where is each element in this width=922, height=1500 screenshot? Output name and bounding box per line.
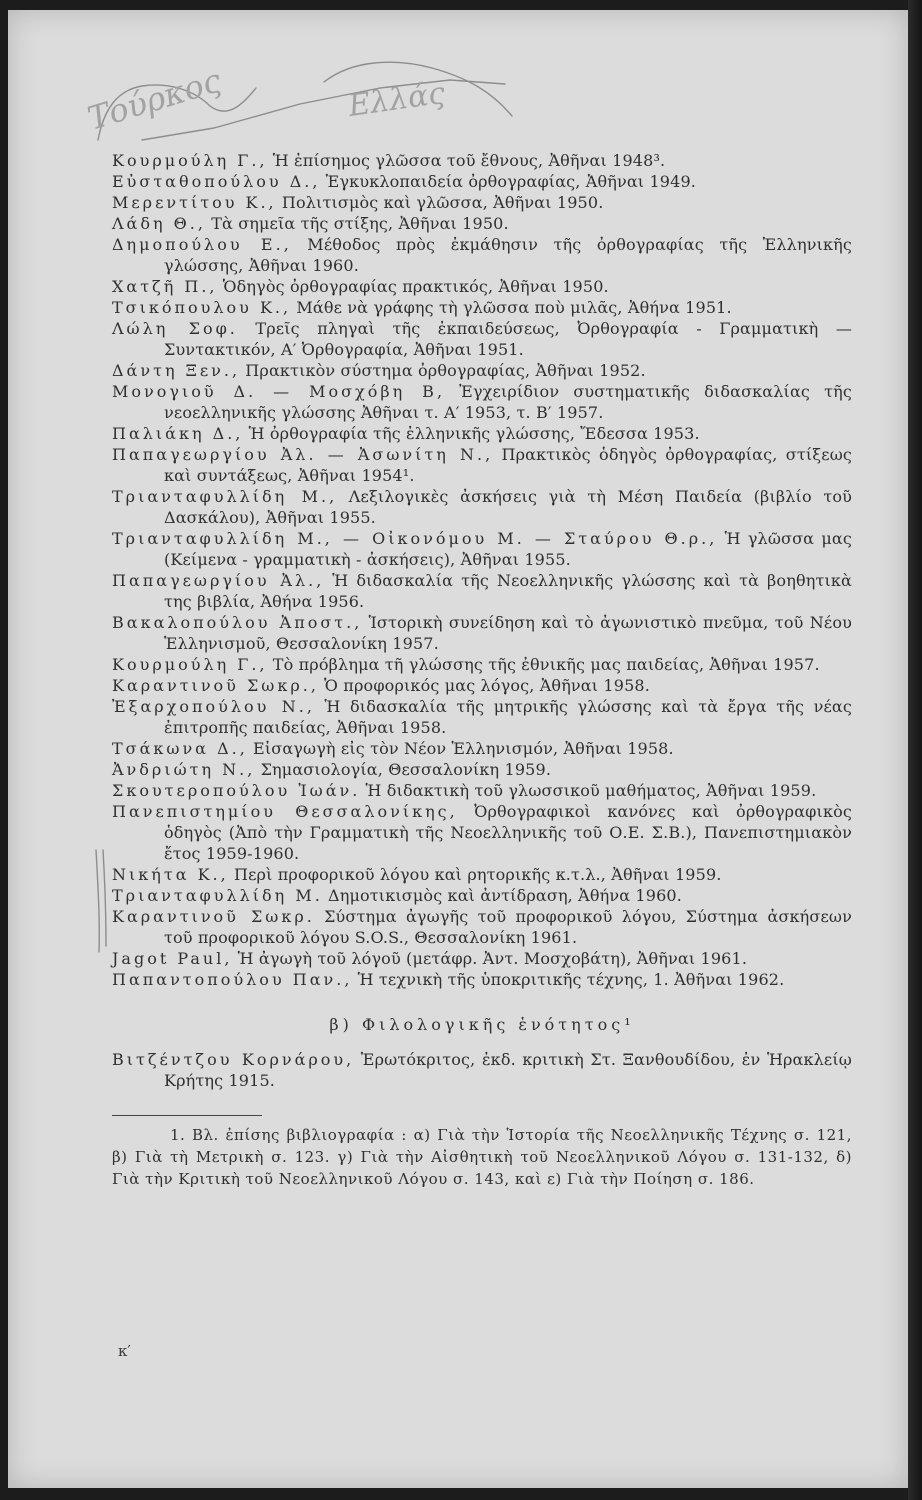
bibliography-entry (112, 570, 852, 612)
bibliography-entry (112, 675, 852, 696)
bibliography-entry (112, 654, 852, 675)
entry-text: Τὰ σημεῖα τῆς στίξης, Ἀθῆναι 1950. (205, 214, 509, 233)
bibliography-entry (112, 801, 852, 864)
bibliography-entry (112, 381, 852, 423)
scan-edge-shadow (908, 0, 922, 1500)
entry-author: Μερεντίτου Κ., (112, 193, 277, 212)
bibliography-entry (112, 486, 852, 528)
entry-text: Περὶ προφορικοῦ λόγου καὶ ρητορικῆς κ.τ.λ., Ἀθῆναι 1959. (228, 865, 722, 884)
entry-text: Ἐγχειρίδιον συστηματικῆς διδασκαλίας τῆς νεοελληνικῆς γλώσσης Ἀθῆναι τ. Α′ 1953, τ. Β′ 1957. (164, 382, 852, 422)
entry-text: Ἡ διδακτικὴ τοῦ γλωσσικοῦ μαθήματος, Ἀθῆναι 1959. (360, 781, 817, 800)
bibliography-entry (112, 192, 852, 213)
entry-author: Λάδη Θ., (112, 214, 206, 233)
entry-author: Εὐσταθοπούλου Δ., (112, 172, 321, 191)
entry-author: Παπαγεωργίου Ἀλ., (112, 571, 325, 590)
entry-author: Χατζῆ Π., (112, 277, 218, 296)
entry-author: Λώλη Σοφ. (112, 319, 238, 338)
entry-author: Παπαντοπούλου Παν., (112, 970, 353, 989)
entry-author: Νικήτα Κ., (112, 865, 229, 884)
footnote: 1. Βλ. ἐπίσης βιβλιογραφία : α) Γιὰ τὴν Ἱστορία τῆς Νεοελληνικῆς Τέχνης σ. 121, β) Γιὰ τὴ Μετρικὴ σ. 123. γ) Γιὰ τὴν Αἰσθητικὴ τοῦ Νεοελληνικοῦ Λόγου σ. 131-132, δ) Γιὰ τὴν Κριτικὴ τοῦ Νεοελληνικοῦ Λόγου σ. 143, καὶ ε) Γιὰ τὴν Ποίηση σ. 186. (112, 1126, 852, 1188)
entry-text: Ἡ διδασκαλία τῆς μητρικῆς γλώσσης καὶ τὰ ἔργα τῆς νέας ἐπιτροπῆς παιδείας, Ἀθῆναι 1958. (164, 697, 852, 737)
entry-author: Δάντη Ξεν., (112, 361, 241, 380)
entry-text: Μάθε νὰ γράφης τὴ γλῶσσα ποὺ μιλᾶς, Ἀθήνα 1951. (291, 298, 732, 317)
bibliography-entry (112, 213, 852, 234)
entry-author: Jagot Paul, (112, 949, 233, 968)
bibliography-entry (112, 360, 852, 381)
entry-text: Μέθοδος πρὸς ἐκμάθησιν τῆς ὀρθογραφίας τῆς Ἑλληνικῆς γλώσσης, Ἀθῆναι 1960. (164, 235, 852, 275)
bibliography-entry (112, 318, 852, 360)
entry-author: Παλιάκη Δ., (112, 424, 244, 443)
entry-author: Τσάκωνα Δ., (112, 739, 248, 758)
entry-text: Ἡ τεχνικὴ τῆς ὑποκριτικῆς τέχνης, 1. Ἀθῆναι 1962. (352, 970, 785, 989)
bibliography-content (112, 150, 852, 1190)
page-number: κ′ (118, 1342, 131, 1360)
entry-text: Ὁδηγὸς ὀρθογραφίας πρακτικός, Ἀθῆναι 1950. (217, 277, 609, 296)
entry-text: Ἡ διδασκαλία τῆς Νεοελληνικῆς γλώσσης καὶ τὰ βοηθητικὰ της βιβλία, Ἀθήνα 1956. (164, 571, 852, 611)
entry-author: Καραντινοῦ Σωκρ. (112, 907, 315, 926)
entry-text: Τρεῖς πληγαὶ τῆς ἐκπαιδεύσεως, Ὀρθογραφία - Γραμματικὴ — Συντακτικόν, Α′ Ὀρθογραφία, Ἀθῆναι 1951. (164, 319, 852, 359)
bibliography-entry (112, 969, 852, 990)
bibliography-entry (112, 948, 852, 969)
entry-text: Δημοτικισμὸς καὶ ἀντίδραση, Ἀθήνα 1960. (322, 886, 682, 905)
handwriting-right: Ελλάς (346, 75, 448, 124)
entry-author: Βακαλοπούλου Ἀποστ., (112, 613, 363, 632)
bibliography-entry (112, 423, 852, 444)
entry-author: Καραντινοῦ Σωκρ., (112, 676, 319, 695)
entry-text: Εἰσαγωγὴ εἰς τὸν Νέον Ἑλληνισμόν, Ἀθῆναι 1958. (247, 739, 674, 758)
entry-author: Κουρμούλη Γ., (112, 655, 268, 674)
entry-author: Δημοπούλου Ε., (112, 235, 292, 254)
entry-text: Ἡ ἀγωγὴ τοῦ λόγοῦ (μετάφρ. Ἀντ. Μοσχοβάτη), Ἀθῆναι 1961. (232, 949, 748, 968)
bibliography-entry (112, 171, 852, 192)
entry-text: Πρακτικὸς ὁδηγὸς ὀρθογραφίας, στίξεως καὶ συντάξεως, Ἀθῆναι 1954¹. (164, 445, 852, 485)
bibliography-entry (112, 612, 852, 654)
bibliography-entry (112, 780, 852, 801)
entry-text: Πολιτισμὸς καὶ γλῶσσα, Ἀθῆναι 1950. (276, 193, 604, 212)
bibliography-entry (112, 1049, 852, 1091)
entry-text: Ἐρωτόκριτος, ἐκδ. κριτικὴ Στ. Ξανθουδίδου, ἐν Ἡρακλείῳ Κρήτης 1915. (164, 1050, 852, 1090)
entry-text: Πρακτικὸν σύστημα ὀρθογραφίας, Ἀθῆναι 1952. (240, 361, 646, 380)
bibliography-entry (112, 864, 852, 885)
entry-text: Σημασιολογία, Θεσσαλονίκη 1959. (255, 760, 552, 779)
entry-text: Ὁ προφορικός μας λόγος, Ἀθῆναι 1958. (318, 676, 650, 695)
entry-text: Ὀρθογραφικοὶ κανόνες καὶ ὀρθογραφικὸς ὁδηγὸς (Ἀπὸ τὴν Γραμματικὴ τῆς Νεοελληνικῆς τοῦ Ο.Ε. Σ.Β.), Πανεπιστημιακὸν ἔτος 1959-1960. (164, 802, 853, 863)
entry-text: Ἱστορικὴ συνείδηση καὶ τὸ ἀγωνιστικὸ πνεῦμα, τοῦ Νέου Ἑλληνισμοῦ, Θεσσαλονίκη 1957. (164, 613, 852, 653)
bibliography-list (112, 150, 852, 990)
entry-text: Λεξιλογικὲς ἀσκήσεις γιὰ τὴ Μέση Παιδεία (βιβλίο τοῦ Δασκάλου), Ἀθῆναι 1955. (164, 487, 852, 527)
entry-author: Τριανταφυλλίδη Μ., — Οἰκονόμου Μ. — Σταύρου Θ.ρ., (112, 529, 718, 548)
section-heading: β) Φιλολογικῆς ἑνότητος¹ (329, 1015, 635, 1034)
bibliography-entry (112, 885, 852, 906)
entry-author: Κουρμούλη Γ., (112, 151, 268, 170)
entry-author: Παπαγεωργίου Ἀλ. — Ἀσωνίτη Ν., (112, 445, 494, 464)
entry-author: Ἐξαρχοπούλου Ν., (112, 697, 315, 716)
entry-author: Πανεπιστημίου Θεσσαλονίκης, (112, 802, 458, 821)
footnote-separator (112, 1115, 262, 1116)
section-entries (112, 1049, 852, 1091)
entry-author: Τριανταφυλλίδη Μ., (112, 487, 338, 506)
bibliography-entry (112, 297, 852, 318)
bibliography-entry (112, 234, 852, 276)
entry-text: Ἡ γλῶσσα μας (Κείμενα - γραμματικὴ - ἀσκήσεις), Ἀθῆναι 1955. (164, 529, 853, 569)
entry-author: Τριανταφυλλίδη Μ. (112, 886, 323, 905)
bibliography-entry (112, 696, 852, 738)
bibliography-entry (112, 444, 852, 486)
entry-text: Ἐγκυκλοπαιδεία ὀρθογραφίας, Ἀθῆναι 1949. (320, 172, 697, 191)
entry-author: Μονογιοῦ Δ. — Μοσχόβη Β, (112, 382, 446, 401)
entry-author: Σκουτεροπούλου Ἰωάν. (112, 781, 361, 800)
entry-text: Ἡ ὀρθογραφία τῆς ἑλληνικῆς γλώσσης, Ἔδεσσα 1953. (243, 424, 700, 443)
bibliography-entry (112, 528, 852, 570)
entry-text: Ἡ ἐπίσημος γλῶσσα τοῦ ἔθνους, Ἀθῆναι 1948³. (267, 151, 666, 170)
entry-text: Τὸ πρόβλημα τῆ γλώσσης τῆς ἐθνικῆς μας παιδείας, Ἀθῆναι 1957. (267, 655, 820, 674)
handwriting-left: Τούρκος (83, 61, 226, 138)
entry-author: Ἀνδριώτη Ν., (112, 760, 256, 779)
bibliography-entry (112, 738, 852, 759)
entry-text: Σύστημα ἀγωγῆς τοῦ προφορικοῦ λόγου, Σύστημα ἀσκήσεων τοῦ προφορικοῦ λόγου S.O.S., Θεσσαλονίκη 1961. (164, 907, 852, 947)
entry-author: Βιτζέντζου Κορνάρου, (112, 1050, 355, 1069)
entry-author: Τσικόπουλου Κ., (112, 298, 292, 317)
bibliography-entry (112, 150, 852, 171)
bibliography-entry (112, 759, 852, 780)
bibliography-entry (112, 276, 852, 297)
bibliography-entry (112, 906, 852, 948)
